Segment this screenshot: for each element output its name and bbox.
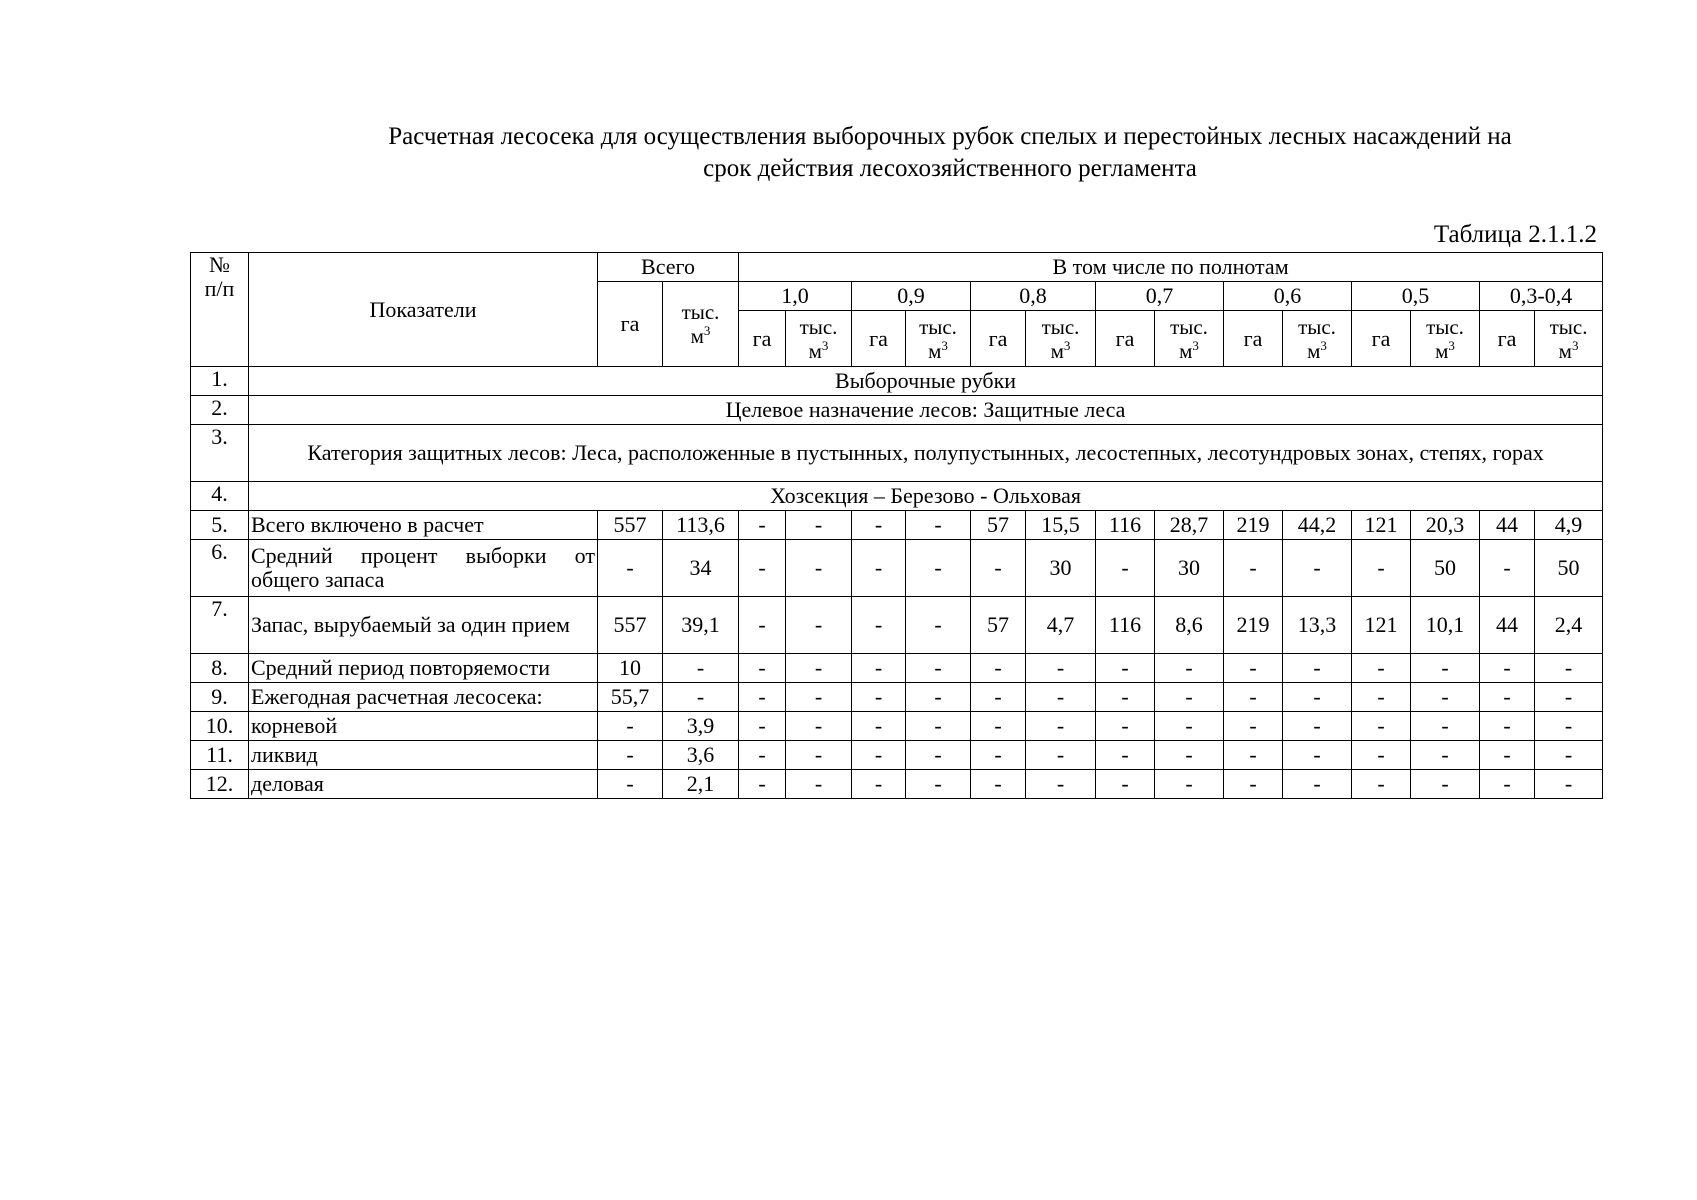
header-density-2: 0,8	[971, 282, 1096, 311]
header-unit-vol	[1411, 311, 1480, 367]
table-cell: -	[906, 597, 971, 654]
section-row	[191, 482, 1603, 511]
table-cell: -	[906, 770, 971, 799]
table-cell: -	[598, 540, 663, 597]
table-cell: -	[786, 511, 852, 540]
table-cell: 30	[1155, 540, 1224, 597]
table-cell: -	[1480, 540, 1535, 597]
unit-vol-line1: тыс.	[919, 314, 957, 339]
table-cell: -	[1155, 654, 1224, 683]
table-cell: 219	[1224, 511, 1283, 540]
table-cell: -	[906, 540, 971, 597]
table-cell: -	[971, 540, 1026, 597]
table-cell: -	[739, 712, 786, 741]
table-cell: 55,7	[598, 683, 663, 712]
table-row	[191, 712, 1603, 741]
row-number: 2.	[191, 396, 249, 425]
table-cell: -	[1283, 712, 1352, 741]
table-cell: -	[1480, 683, 1535, 712]
table-cell: 3,9	[663, 712, 739, 741]
table-cell: -	[1096, 654, 1155, 683]
row-number: 12.	[191, 770, 249, 799]
row-number: 6.	[191, 540, 249, 597]
table-cell: -	[1155, 741, 1224, 770]
table-cell: -	[1224, 770, 1283, 799]
table-cell: -	[852, 770, 906, 799]
header-unit-vol	[786, 311, 852, 367]
table-cell: 2,4	[1535, 597, 1603, 654]
table-cell: -	[1535, 741, 1603, 770]
table-cell: 44,2	[1283, 511, 1352, 540]
header-unit-vol	[906, 311, 971, 367]
row-number: 9.	[191, 683, 249, 712]
table-cell: -	[1480, 712, 1535, 741]
table-cell: -	[906, 741, 971, 770]
unit-vol-line1: тыс.	[1170, 314, 1208, 339]
table-cell: -	[739, 741, 786, 770]
table-cell: -	[1026, 683, 1096, 712]
header-num-line1: №	[209, 252, 230, 277]
table-cell: -	[739, 654, 786, 683]
header-num-line2: п/п	[204, 276, 235, 301]
table-cell: -	[1026, 654, 1096, 683]
table-row	[191, 511, 1603, 540]
table-cell: -	[971, 712, 1026, 741]
header-total-ha: га	[598, 282, 663, 367]
table-cell: 4,7	[1026, 597, 1096, 654]
table-cell: -	[739, 540, 786, 597]
table-cell: -	[1096, 683, 1155, 712]
row-number: 11.	[191, 741, 249, 770]
table-cell: -	[852, 741, 906, 770]
table-cell: 34	[663, 540, 739, 597]
unit-vol-line2: $м^3$	[1435, 337, 1455, 363]
unit-vol-line2: $м^3$	[1307, 337, 1327, 363]
table-cell: -	[852, 712, 906, 741]
row-label: корневой	[249, 712, 598, 741]
title-line-2: срок действия лесохозяйственного регламента	[703, 155, 1197, 182]
table-cell: -	[1224, 540, 1283, 597]
table-cell: -	[1283, 683, 1352, 712]
table-cell: -	[1411, 683, 1480, 712]
unit-vol-line1: тыс.	[1549, 314, 1588, 339]
table-cell: -	[1352, 654, 1411, 683]
row-label: ликвид	[249, 741, 598, 770]
table-cell: -	[852, 540, 906, 597]
table-cell: 20,3	[1411, 511, 1480, 540]
table-cell: -	[1480, 741, 1535, 770]
header-density-3: 0,7	[1096, 282, 1224, 311]
table-cell: -	[739, 511, 786, 540]
table-cell: 2,1	[663, 770, 739, 799]
table-cell: -	[971, 770, 1026, 799]
header-density-5: 0,5	[1352, 282, 1480, 311]
header-unit-vol	[1535, 311, 1603, 367]
table-cell: -	[852, 511, 906, 540]
header-total: Всего	[598, 253, 739, 282]
table-cell: -	[786, 770, 852, 799]
table-cell: 13,3	[1283, 597, 1352, 654]
unit-vol-line2: $м^3$	[690, 323, 711, 348]
table-cell: 15,5	[1026, 511, 1096, 540]
unit-vol-line2: $м^3$	[1179, 337, 1199, 363]
row-number: 5.	[191, 511, 249, 540]
unit-vol-line2: $м^3$	[928, 337, 948, 363]
table-cell: 10,1	[1411, 597, 1480, 654]
table-cell: -	[1096, 770, 1155, 799]
header-by-density: В том числе по полнотам	[739, 253, 1603, 282]
header-unit-ha: га	[1352, 311, 1411, 367]
table-cell: -	[1224, 683, 1283, 712]
table-cell: -	[739, 597, 786, 654]
table-cell: -	[1352, 540, 1411, 597]
header-indicators: Показатели	[249, 253, 598, 367]
table-cell: -	[1352, 712, 1411, 741]
row-label: Запас, вырубаемый за один прием	[249, 597, 598, 654]
title-line-1: Расчетная лесосека для осуществления выборочных рубок спелых и перестойных лесных насаждений на	[388, 123, 1512, 150]
row-number: 1.	[191, 367, 249, 396]
table-row	[191, 540, 1603, 597]
row-label: Всего включено в расчет	[249, 511, 598, 540]
section-row	[191, 396, 1603, 425]
section-row	[191, 425, 1603, 482]
table-cell: -	[1535, 770, 1603, 799]
table-cell: -	[786, 540, 852, 597]
header-unit-ha: га	[1096, 311, 1155, 367]
table-row	[191, 597, 1603, 654]
table-cell: -	[1480, 654, 1535, 683]
unit-vol-line1: тыс.	[1298, 314, 1336, 339]
unit-vol-line1: тыс.	[1041, 314, 1080, 339]
allowable-cut-table	[190, 252, 1603, 799]
unit-vol-line2: $м^3$	[1558, 337, 1579, 363]
row-number: 10.	[191, 712, 249, 741]
table-cell: -	[786, 654, 852, 683]
table-cell: -	[1096, 741, 1155, 770]
table-cell: 3,6	[663, 741, 739, 770]
table-cell: -	[1155, 770, 1224, 799]
table-cell: -	[786, 741, 852, 770]
table-cell: -	[852, 654, 906, 683]
table-cell: -	[1411, 741, 1480, 770]
table-cell: -	[1283, 770, 1352, 799]
table-cell: -	[663, 683, 739, 712]
table-cell: 116	[1096, 597, 1155, 654]
table-cell: 39,1	[663, 597, 739, 654]
table-cell: -	[598, 712, 663, 741]
section-title: Хозсекция – Березово - Ольховая	[249, 482, 1603, 511]
header-unit-ha: га	[1480, 311, 1535, 367]
table-row	[191, 654, 1603, 683]
table-cell: 8,6	[1155, 597, 1224, 654]
table-cell: 121	[1352, 511, 1411, 540]
table-row	[191, 770, 1603, 799]
document-title	[190, 121, 1697, 185]
table-cell: -	[1224, 712, 1283, 741]
header-num-cell	[191, 253, 249, 367]
table-cell: -	[1352, 770, 1411, 799]
table-cell: -	[1535, 683, 1603, 712]
table-cell: -	[906, 712, 971, 741]
table-cell: -	[906, 683, 971, 712]
table-cell: 50	[1535, 540, 1603, 597]
row-label: деловая	[249, 770, 598, 799]
section-title: Целевое назначение лесов: Защитные леса	[249, 396, 1603, 425]
table-cell: 57	[971, 597, 1026, 654]
table-cell: -	[852, 683, 906, 712]
table-cell: -	[971, 741, 1026, 770]
row-label: Средний период повторяемости	[249, 654, 598, 683]
table-cell: -	[1096, 712, 1155, 741]
table-cell: -	[1411, 712, 1480, 741]
table-cell: -	[1026, 741, 1096, 770]
table-cell: 30	[1026, 540, 1096, 597]
table-row	[191, 683, 1603, 712]
table-cell: -	[1224, 741, 1283, 770]
table-cell: 44	[1480, 597, 1535, 654]
table-cell: -	[1283, 654, 1352, 683]
table-cell: -	[906, 654, 971, 683]
table-cell: -	[1411, 770, 1480, 799]
table-cell: -	[1283, 540, 1352, 597]
section-title: Выборочные рубки	[249, 367, 1603, 396]
table-cell: 10	[598, 654, 663, 683]
table-cell: -	[1283, 741, 1352, 770]
header-unit-ha: га	[739, 311, 786, 367]
row-label: Ежегодная расчетная лесосека:	[249, 683, 598, 712]
section-title: Категория защитных лесов: Леса, расположенные в пустынных, полупустынных, лесостепных, лесотундровых зонах, степях, горах	[249, 425, 1603, 482]
unit-vol-line1: тыс.	[681, 300, 720, 324]
table-cell: -	[1480, 770, 1535, 799]
header-unit-vol	[1026, 311, 1096, 367]
header-unit-vol	[1283, 311, 1352, 367]
table-cell: -	[971, 654, 1026, 683]
table-cell: -	[786, 683, 852, 712]
table-cell: 28,7	[1155, 511, 1224, 540]
row-number: 3.	[191, 425, 249, 482]
row-number: 4.	[191, 482, 249, 511]
table-cell: -	[1352, 683, 1411, 712]
header-row-1	[191, 253, 1603, 282]
unit-vol-line1: тыс.	[1426, 314, 1464, 339]
unit-vol-line2: $м^3$	[1050, 337, 1071, 363]
row-label: Средний процент выборки от общего запаса	[249, 540, 598, 597]
header-density-6: 0,3-0,4	[1480, 282, 1603, 311]
unit-vol-line1: тыс.	[799, 314, 838, 339]
table-cell: 113,6	[663, 511, 739, 540]
table-cell: 4,9	[1535, 511, 1603, 540]
table-cell: -	[786, 597, 852, 654]
header-unit-ha: га	[852, 311, 906, 367]
table-cell: 219	[1224, 597, 1283, 654]
table-cell: -	[1352, 741, 1411, 770]
table-cell: 57	[971, 511, 1026, 540]
table-cell: 557	[598, 597, 663, 654]
table-cell: -	[906, 511, 971, 540]
table-cell: -	[971, 683, 1026, 712]
table-cell: -	[1155, 683, 1224, 712]
table-cell: 50	[1411, 540, 1480, 597]
header-total-vol	[663, 282, 739, 367]
table-cell: -	[1026, 712, 1096, 741]
table-cell: -	[739, 770, 786, 799]
row-number: 7.	[191, 597, 249, 654]
unit-vol-line2: $м^3$	[808, 337, 829, 363]
header-density-0: 1,0	[739, 282, 852, 311]
table-cell: 116	[1096, 511, 1155, 540]
table-cell: 557	[598, 511, 663, 540]
header-density-1: 0,9	[852, 282, 971, 311]
table-cell: -	[663, 654, 739, 683]
table-cell: -	[1026, 770, 1096, 799]
table-cell: -	[1411, 654, 1480, 683]
table-cell: 121	[1352, 597, 1411, 654]
table-cell: -	[852, 597, 906, 654]
table-cell: -	[598, 770, 663, 799]
table-label: Таблица 2.1.1.2	[1433, 221, 1597, 248]
header-density-4: 0,6	[1224, 282, 1352, 311]
table-cell: -	[1535, 712, 1603, 741]
header-unit-vol	[1155, 311, 1224, 367]
header-unit-ha: га	[971, 311, 1026, 367]
table-cell: -	[598, 741, 663, 770]
row-number: 8.	[191, 654, 249, 683]
table-cell: -	[1535, 654, 1603, 683]
table-cell: -	[786, 712, 852, 741]
table-cell: -	[1224, 654, 1283, 683]
table-cell: 44	[1480, 511, 1535, 540]
table-cell: -	[739, 683, 786, 712]
table-cell: -	[1155, 712, 1224, 741]
table-row	[191, 741, 1603, 770]
section-row	[191, 367, 1603, 396]
table-cell: -	[1096, 540, 1155, 597]
header-unit-ha: га	[1224, 311, 1283, 367]
